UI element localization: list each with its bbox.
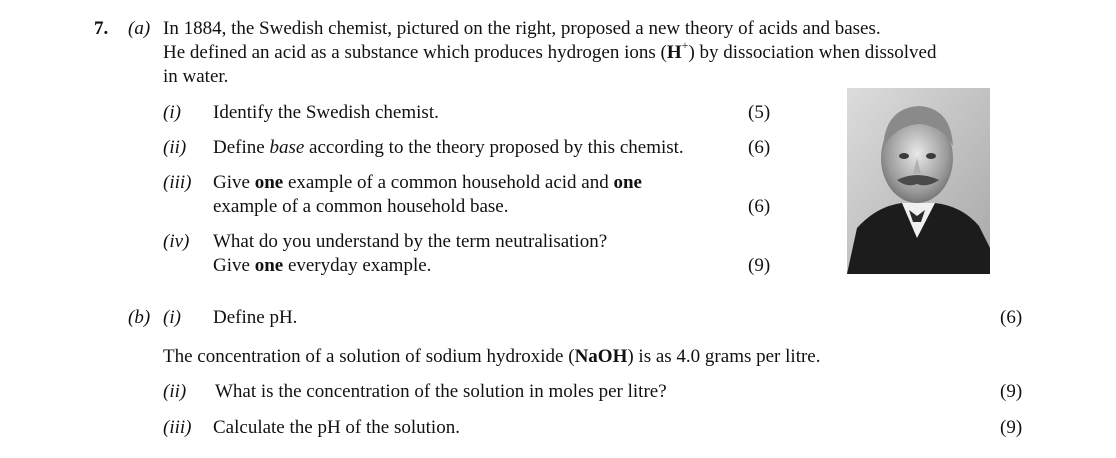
- part-a-label: (a): [128, 18, 151, 39]
- intro-line2-post: ) by dissociation when dissolved: [688, 42, 937, 63]
- question-number: 7.: [94, 18, 109, 39]
- item-a-iii-bold2: one: [613, 172, 642, 193]
- part-b-label: (b): [128, 307, 151, 328]
- item-a-i-label: (i): [163, 102, 181, 123]
- item-a-i-text: Identify the Swedish chemist.: [213, 102, 439, 123]
- item-a-iii-bold1: one: [254, 172, 284, 193]
- part-a-intro-line2: [163, 37, 937, 65]
- statement-pre: The concentration of a solution of sodium hydroxide (: [163, 346, 575, 367]
- item-a-ii-pre: Define: [213, 137, 270, 158]
- portrait-photo: [847, 88, 990, 274]
- item-a-iv-pre: Give: [213, 255, 255, 276]
- item-b-ii-label: (ii): [163, 381, 187, 402]
- item-b-iii-label: (iii): [163, 417, 192, 438]
- item-a-iv-line1: What do you understand by the term neutralisation?: [213, 231, 608, 252]
- part-a-intro-line3: in water.: [163, 66, 229, 87]
- item-a-iii-line2: example of a common household base.: [213, 196, 509, 217]
- statement-formula: NaOH: [574, 346, 628, 367]
- item-a-iv-line2: [213, 254, 431, 278]
- item-a-ii-marks: (6): [748, 137, 771, 158]
- item-b-ii-marks: (9): [1000, 381, 1023, 402]
- item-a-ii-text: [213, 136, 684, 160]
- item-a-iii-label: (iii): [163, 172, 192, 193]
- item-a-iii-line1: [213, 171, 642, 195]
- item-a-iv-label: (iv): [163, 231, 190, 252]
- hydrogen-ion-charge: +: [681, 37, 689, 52]
- item-a-ii-label: (ii): [163, 137, 187, 158]
- item-a-ii-em: base: [269, 137, 305, 158]
- part-b-statement: [163, 345, 820, 369]
- intro-line2-pre: He defined an acid as a substance which produces hydrogen ions (: [163, 42, 667, 63]
- item-b-iii-marks: (9): [1000, 417, 1023, 438]
- item-a-ii-post: according to the theory proposed by this chemist.: [304, 137, 684, 158]
- item-a-iv-bold: one: [254, 255, 284, 276]
- statement-post: ) is as 4.0 grams per litre.: [627, 346, 821, 367]
- item-a-iv-post: everyday example.: [283, 255, 432, 276]
- item-a-i-marks: (5): [748, 102, 771, 123]
- item-a-iii-marks: (6): [748, 196, 771, 217]
- hydrogen-ion-symbol: H: [666, 42, 682, 63]
- item-b-i-text: Define pH.: [213, 307, 298, 328]
- item-a-iii-pre: Give: [213, 172, 255, 193]
- part-a-intro-line1: In 1884, the Swedish chemist, pictured on the right, proposed a new theory of acids and bases.: [163, 18, 881, 39]
- item-a-iii-mid: example of a common household acid and: [283, 172, 614, 193]
- item-b-ii-text: What is the concentration of the solution in moles per litre?: [215, 381, 667, 402]
- item-a-iv-marks: (9): [748, 255, 771, 276]
- item-b-i-marks: (6): [1000, 307, 1023, 328]
- item-b-iii-text: Calculate the pH of the solution.: [213, 417, 460, 438]
- item-b-i-label: (i): [163, 307, 181, 328]
